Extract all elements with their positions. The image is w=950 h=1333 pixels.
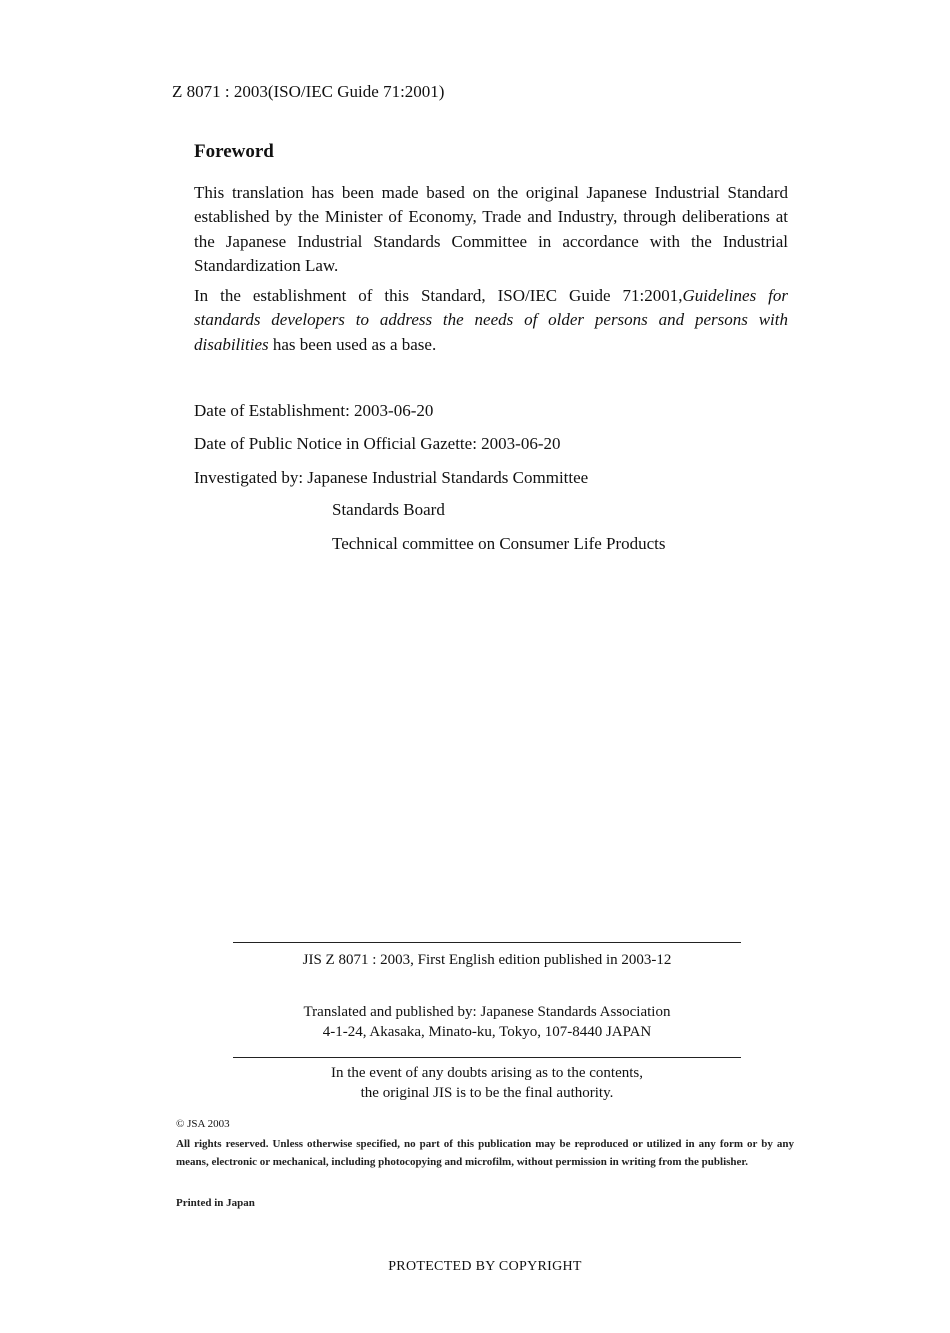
- para2-lead: In the establishment of this Standard, ISO/IEC Guide 71:2001,: [194, 286, 683, 305]
- document-header: Z 8071 : 2003(ISO/IEC Guide 71:2001): [172, 82, 445, 101]
- authority-notice: [233, 1063, 741, 1103]
- date-of-establishment: Date of Establishment: 2003-06-20: [194, 401, 434, 420]
- publisher-block: [233, 1002, 741, 1042]
- authority-line-2: the original JIS is to be the final authority.: [360, 1085, 614, 1101]
- divider-bottom: [233, 1057, 741, 1058]
- foreword-paragraph-2: [194, 284, 788, 357]
- foreword-paragraph-1: This translation has been made based on the original Japanese Industrial Standard established by the Minister of Economy, Trade and Industry, through deliberations at the Japanese Industrial Standards Committee in accordance with the Industrial Standardization Law.: [194, 183, 788, 275]
- publisher-line: Translated and published by: Japanese Standards Association: [303, 1004, 671, 1020]
- rights-statement: All rights reserved. Unless otherwise specified, no part of this publication may be reproduced or utilized in any form or by any means, electronic or mechanical, including photocopying and microfilm, without permission in writing from the publisher.: [176, 1138, 794, 1168]
- copyright-notice: © JSA 2003: [176, 1118, 230, 1130]
- protected-footer: PROTECTED BY COPYRIGHT: [388, 1259, 582, 1274]
- guide-title: Guidelines for standards developers to address the needs of older persons and persons with disabilities: [194, 286, 788, 354]
- investigated-by: Investigated by: Japanese Industrial Standards Committee: [194, 468, 589, 487]
- printed-in: Printed in Japan: [176, 1197, 255, 1209]
- date-of-public-notice: Date of Public Notice in Official Gazette: 2003-06-20: [194, 434, 561, 453]
- standards-board: Standards Board: [332, 500, 445, 519]
- divider-top: [233, 942, 741, 943]
- para2-tail: has been used as a base.: [268, 334, 437, 354]
- edition-line: JIS Z 8071 : 2003, First English edition published in 2003-12: [302, 952, 672, 968]
- publisher-address: 4-1-24, Akasaka, Minato-ku, Tokyo, 107-8440 JAPAN: [322, 1024, 652, 1040]
- technical-committee: Technical committee on Consumer Life Products: [332, 534, 666, 553]
- authority-line-1: In the event of any doubts arising as to the contents,: [330, 1065, 643, 1081]
- foreword-title: Foreword: [194, 141, 274, 162]
